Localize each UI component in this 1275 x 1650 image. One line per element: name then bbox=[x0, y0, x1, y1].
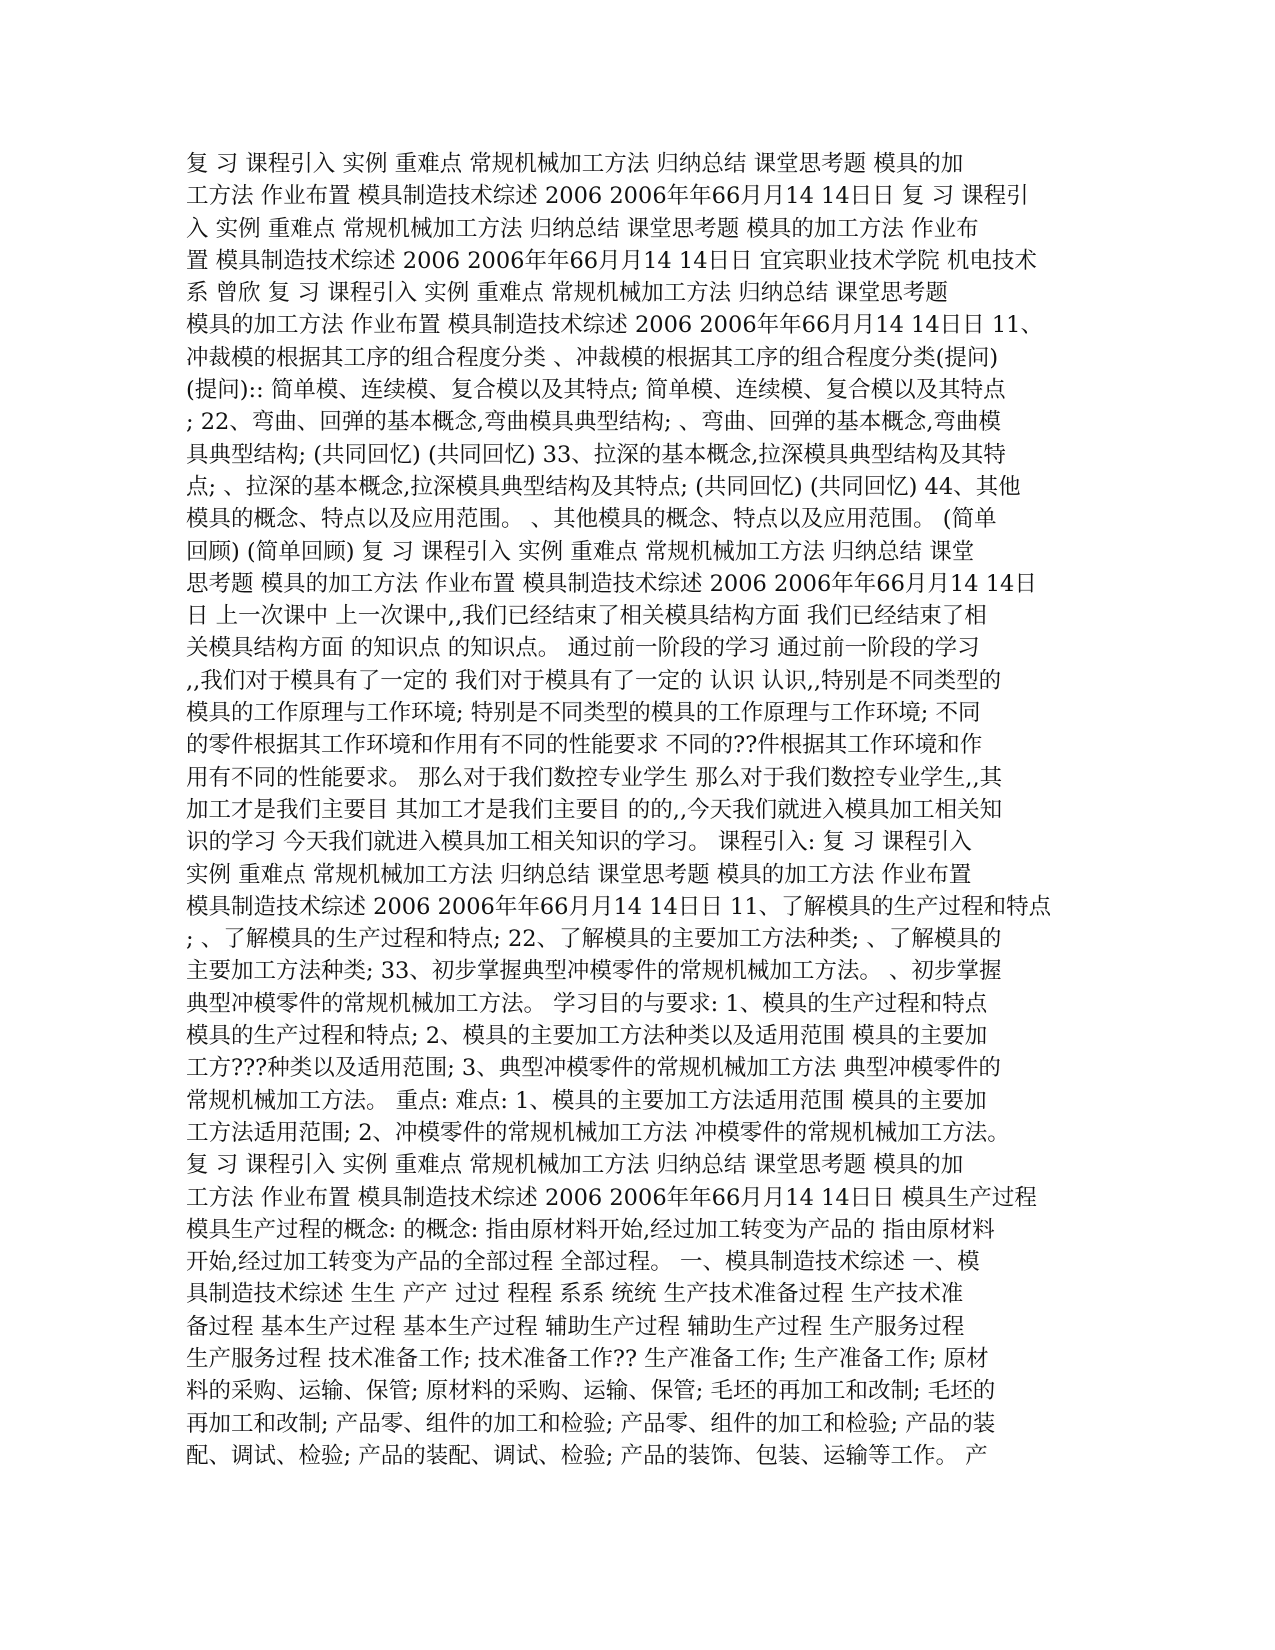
text-line: 工方???种类以及适用范围; 3、典型冲模零件的常规机械加工方法 典型冲模零件的 bbox=[186, 1055, 1001, 1082]
text-line: 回顾) (简单回顾) 复 习 课程引入 实例 重难点 常规机械加工方法 归纳总结 课堂 bbox=[186, 538, 975, 565]
text-line: 工方法适用范围; 2、冲模零件的常规机械加工方法 冲模零件的常规机械加工方法。 bbox=[186, 1119, 1010, 1146]
text-line: 复 习 课程引入 实例 重难点 常规机械加工方法 归纳总结 课堂思考题 模具的加 bbox=[186, 1152, 964, 1179]
text-line: 生产服务过程 技术准备工作; 技术准备工作?? 生产准备工作; 生产准备工作; 原材 bbox=[186, 1345, 989, 1372]
text-line: 用有不同的性能要求。 那么对于我们数控专业学生 那么对于我们数控专业学生,,其 bbox=[186, 764, 1003, 791]
text-line: 再加工和改制; 产品零、组件的加工和检验; 产品零、组件的加工和检验; 产品的装 bbox=[186, 1410, 996, 1437]
text-line: 典型冲模零件的常规机械加工方法。 学习目的与要求: 1、模具的生产过程和特点 bbox=[186, 990, 988, 1017]
text-line: 识的学习 今天我们就进入模具加工相关知识的学习。 课程引入: 复 习 课程引入 bbox=[186, 829, 972, 856]
text-line: 模具的工作原理与工作环境; 特别是不同类型的模具的工作原理与工作环境; 不同 bbox=[186, 700, 981, 727]
text-line: 模具的概念、特点以及应用范围。 、其他模具的概念、特点以及应用范围。 (简单 bbox=[186, 506, 997, 533]
text-line: 置 模具制造技术综述 2006 2006年年66月月14 14日日 宜宾职业技术学院 机电技术 bbox=[186, 247, 1037, 274]
text-line: 加工才是我们主要目 其加工才是我们主要目 的的,,今天我们就进入模具加工相关知 bbox=[186, 796, 1003, 823]
text-line: 模具的生产过程和特点; 2、模具的主要加工方法种类以及适用范围 模具的主要加 bbox=[186, 1023, 988, 1050]
text-line: 日 上一次课中 上一次课中,,我们已经结束了相关模具结构方面 我们已经结束了相 bbox=[186, 603, 987, 630]
text-line: ,,我们对于模具有了一定的 我们对于模具有了一定的 认识 认识,,特别是不同类型的 bbox=[186, 667, 1002, 694]
text-line: 具典型结构; (共同回忆) (共同回忆) 33、拉深的基本概念,拉深模具典型结构及其特 bbox=[186, 441, 1006, 468]
text-line: 点; 、拉深的基本概念,拉深模具典型结构及其特点; (共同回忆) (共同回忆) 44、其他 bbox=[186, 473, 1021, 500]
text-line: (提问):: 简单模、连续模、复合模以及其特点; 简单模、连续模、复合模以及其特点 bbox=[186, 377, 1006, 404]
text-line: 思考题 模具的加工方法 作业布置 模具制造技术综述 2006 2006年年66月月14 14日 bbox=[186, 570, 1037, 597]
text-line: 系 曾欣 复 习 课程引入 实例 重难点 常规机械加工方法 归纳总结 课堂思考题 bbox=[186, 280, 948, 307]
text-line: 配、调试、检验; 产品的装配、调试、检验; 产品的装饰、包装、运输等工作。 产 bbox=[186, 1442, 988, 1469]
text-line: 冲裁模的根据其工序的组合程度分类 、冲裁模的根据其工序的组合程度分类(提问) bbox=[186, 344, 999, 371]
text-line: ; 、了解模具的生产过程和特点; 22、了解模具的主要加工方法种类; 、了解模具的 bbox=[186, 926, 1002, 953]
text-line: 模具制造技术综述 2006 2006年年66月月14 14日日 11、了解模具的生产过程和特点 bbox=[186, 893, 1052, 920]
text-line: 备过程 基本生产过程 基本生产过程 辅助生产过程 辅助生产过程 生产服务过程 bbox=[186, 1313, 965, 1340]
text-line: 工方法 作业布置 模具制造技术综述 2006 2006年年66月月14 14日日 模具生产过程 bbox=[186, 1184, 1037, 1211]
text-line: 料的采购、运输、保管; 原材料的采购、运输、保管; 毛坯的再加工和改制; 毛坯的 bbox=[186, 1378, 996, 1405]
text-line: ; 22、弯曲、回弹的基本概念,弯曲模具典型结构; 、弯曲、回弹的基本概念,弯曲模 bbox=[186, 409, 1001, 436]
text-line: 主要加工方法种类; 33、初步掌握典型冲模零件的常规机械加工方法。 、初步掌握 bbox=[186, 958, 1002, 985]
text-line: 关模具结构方面 的知识点 的知识点。 通过前一阶段的学习 通过前一阶段的学习 bbox=[186, 635, 980, 662]
text-line: 模具的加工方法 作业布置 模具制造技术综述 2006 2006年年66月月14 14日日 11、 bbox=[186, 312, 1043, 339]
text-line: 开始,经过加工转变为产品的全部过程 全部过程。 一、模具制造技术综述 一、模 bbox=[186, 1249, 980, 1276]
text-line: 复 习 课程引入 实例 重难点 常规机械加工方法 归纳总结 课堂思考题 模具的加 bbox=[186, 151, 964, 177]
text-line: 常规机械加工方法。 重点: 难点: 1、模具的主要加工方法适用范围 模具的主要加 bbox=[186, 1087, 987, 1114]
text-line: 工方法 作业布置 模具制造技术综述 2006 2006年年66月月14 14日日 复 习 课程引 bbox=[186, 183, 1029, 210]
text-line: 模具生产过程的概念: 的概念: 指由原材料开始,经过加工转变为产品的 指由原材料 bbox=[186, 1216, 995, 1243]
text-line: 的零件根据其工作环境和作用有不同的性能要求 不同的??件根据其工作环境和作 bbox=[186, 732, 983, 759]
text-line: 入 实例 重难点 常规机械加工方法 归纳总结 课堂思考题 模具的加工方法 作业布 bbox=[186, 215, 979, 242]
text-line: 具制造技术综述 生生 产产 过过 程程 系系 统统 生产技术准备过程 生产技术准 bbox=[186, 1281, 964, 1308]
body-text bbox=[186, 148, 1096, 1472]
text-line: 实例 重难点 常规机械加工方法 归纳总结 课堂思考题 模具的加工方法 作业布置 bbox=[186, 861, 972, 888]
